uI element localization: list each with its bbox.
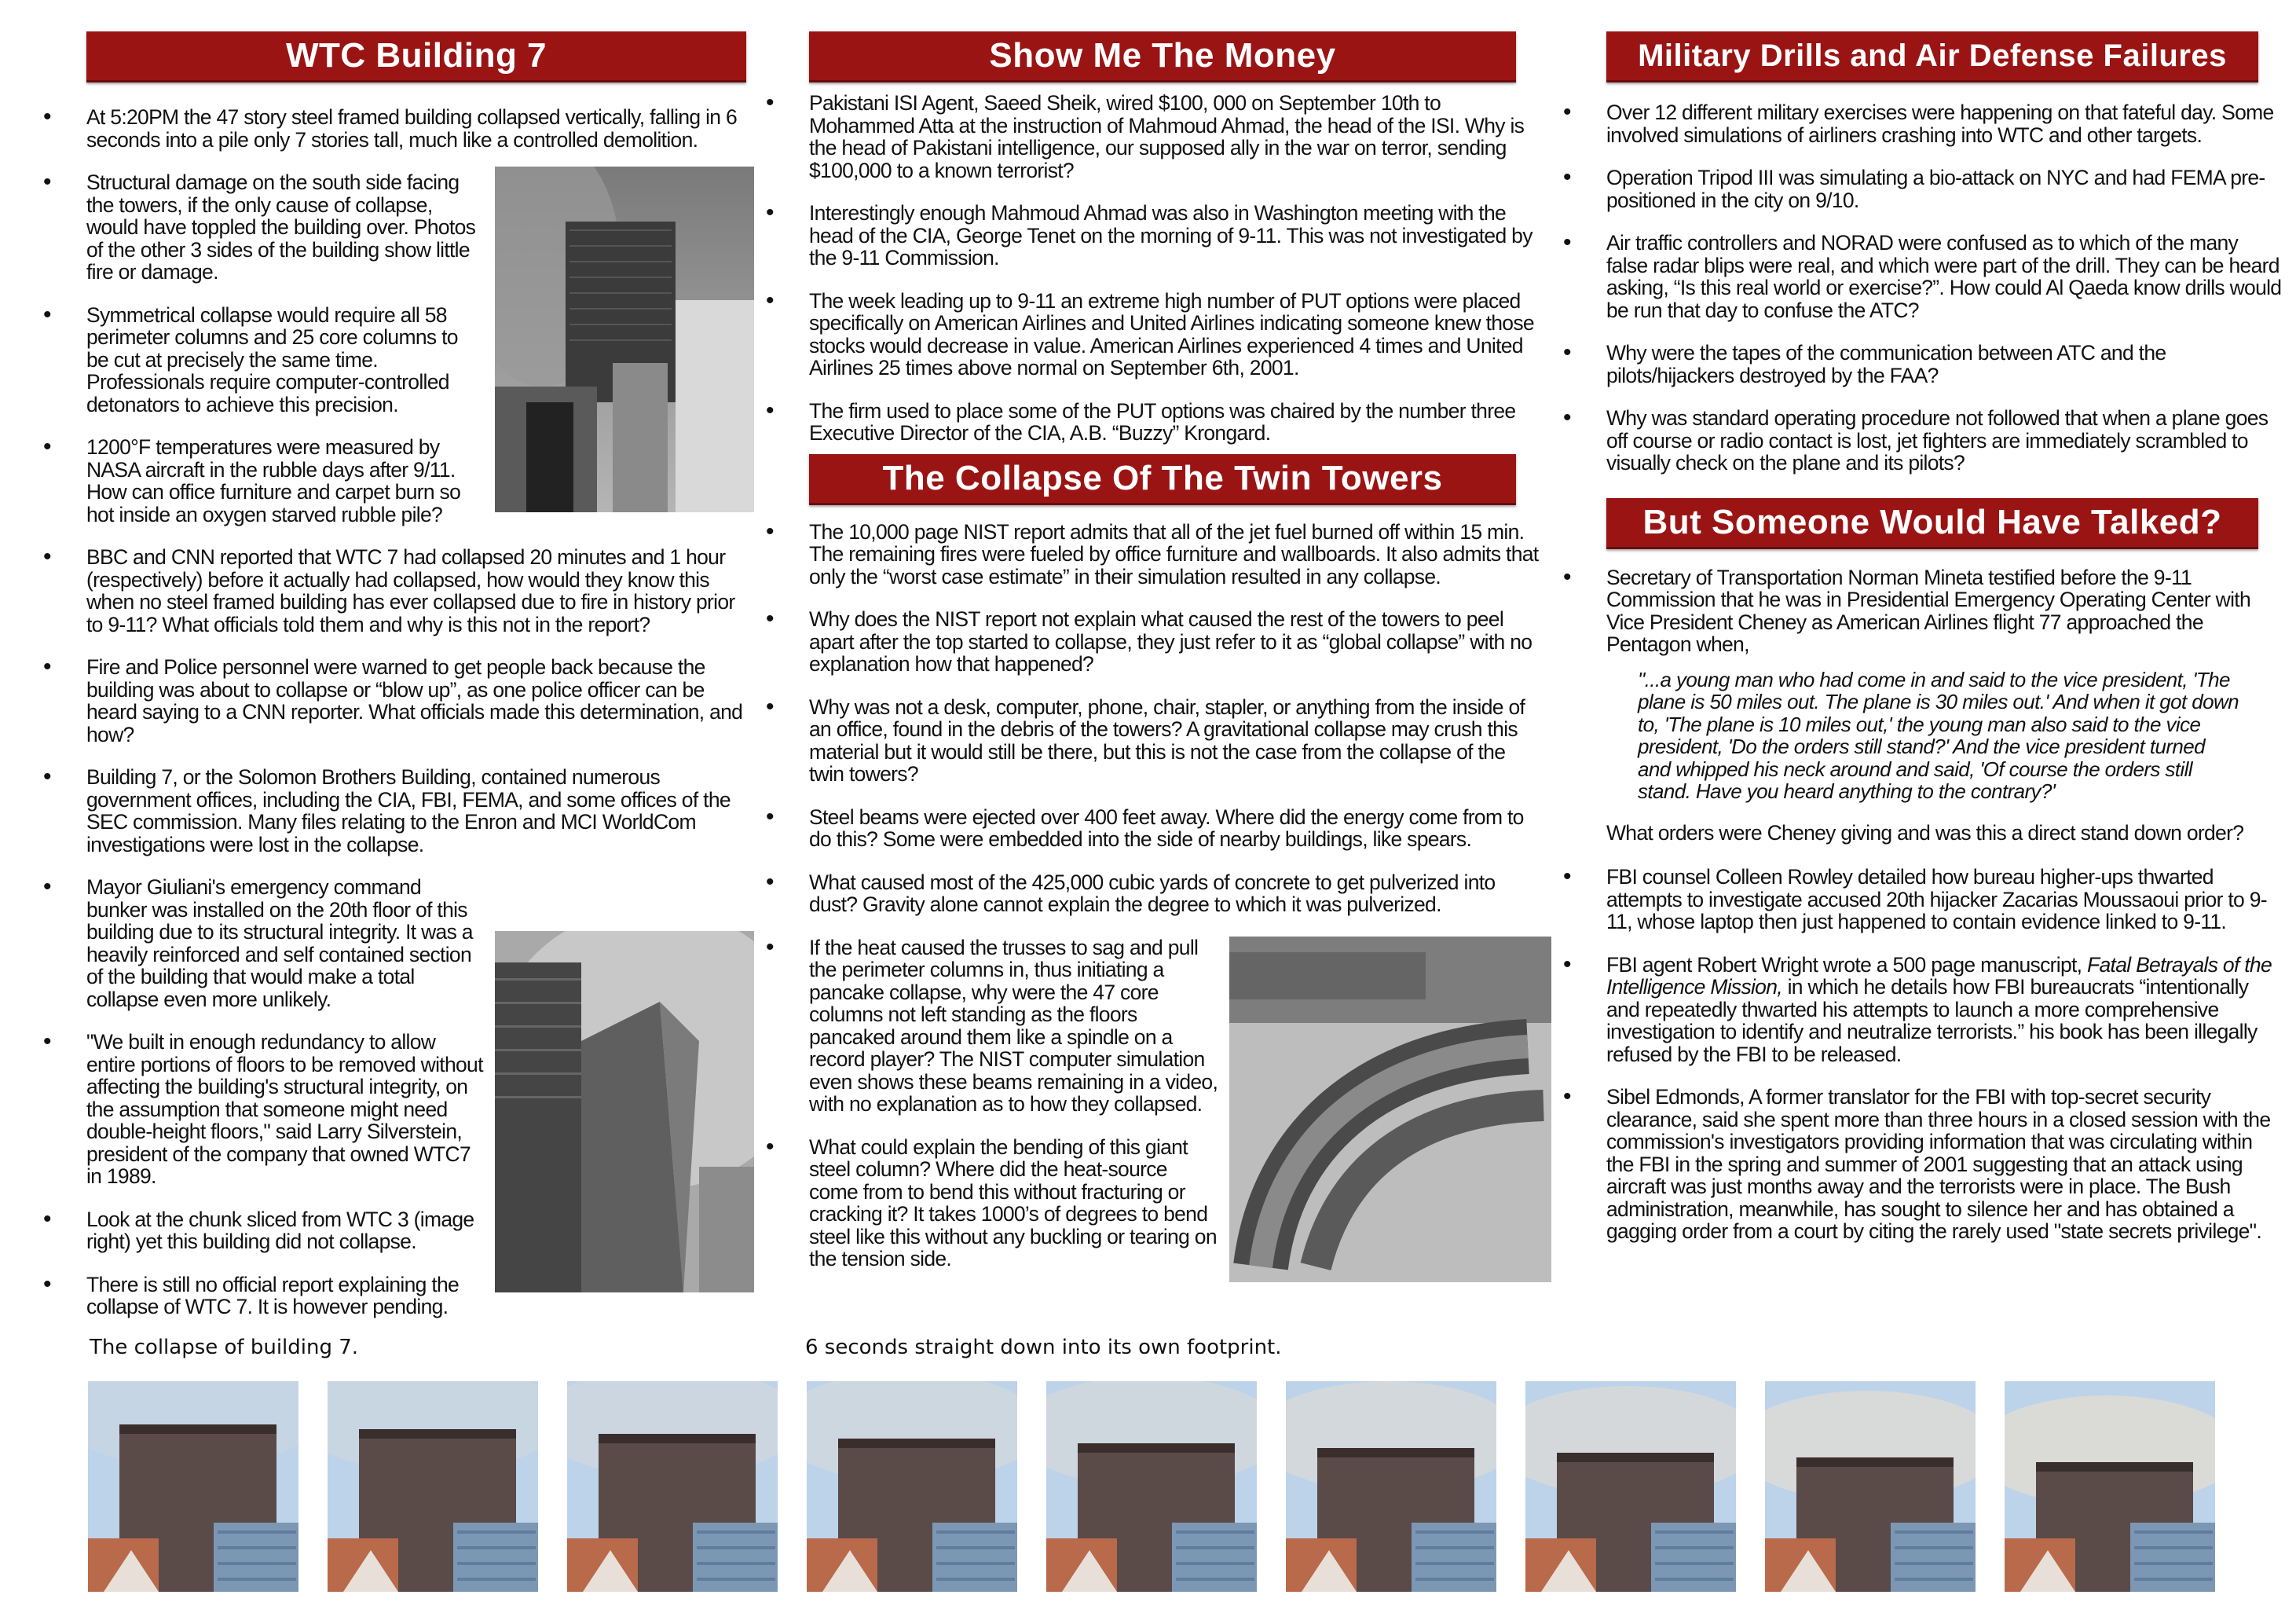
list-item: • Structural damage on the south side facing the towers, if the only cause of collapse, would have toppled the building over. Photos of the other 3 sides of the building show little fire or damage. [86, 171, 746, 284]
section-title-money: Show Me The Money [809, 31, 1516, 82]
talked-list-2 [1606, 866, 2282, 1243]
list-item: • BBC and CNN reported that WTC 7 had collapsed 20 minutes and 1 hour (respectively) before it actually had collapsed, how would they know this when no steel framed building has ever collapsed due to fire in history prior to 9-11? What officials told them and why is this not in the report? [86, 546, 746, 636]
list-item: • Symmetrical collapse would require all 58 perimeter columns and 25 core columns to be cut at precisely the same time. Professionals require computer-controlled detonators to achieve this precision. [86, 304, 746, 416]
list-item: • Operation Tripod III was simulating a bio-attack on NYC and had FEMA pre-positioned in the city on 9/10. [1606, 167, 2282, 211]
list-item: • Why was standard operating procedure not followed that when a plane goes off course or radio contact is lost, jet fighters are immediately scrambled to visually check on the plane and its pilots? [1606, 407, 2282, 475]
list-item: • Secretary of Transportation Norman Mineta testified before the 9-11 Commission that he was in Presidential Emergency Operating Center with Vice President Cheney as American Airlines flight 77 approached the Pentagon when, [1606, 566, 2282, 656]
filmstrip-frame [328, 1381, 538, 1592]
column-military-talked [1606, 31, 2282, 1263]
caption-left: The collapse of building 7. [90, 1336, 359, 1359]
talked-list [1606, 566, 2282, 656]
list-item: • At 5:20PM the 47 story steel framed building collapsed vertically, falling in 6 seconds into a pile only 7 stories tall, much like a controlled demolition. [86, 106, 746, 151]
filmstrip-frame [1765, 1381, 1976, 1592]
list-item: • Why was not a desk, computer, phone, chair, stapler, or anything from the inside of an office, found in the debris of the towers? A gravitational collapse may crush this material but it would still be there, but this is not the case from the collapse of the twin towers? [809, 696, 1540, 786]
collapse-filmstrip [88, 1381, 2225, 1592]
list-item: • Sibel Edmonds, A former translator for the FBI with top-secret security clearance, said she spent more than three hours in a closed session with the commission's investigators providing information that was circulating within the FBI in the spring and summer of 2001 suggesting that an attack using aircraft was just months away and the terrorists were in place. The Bush administration, meanwhile, has sought to silence her and has obtained a gagging order from a court by citing the rarely used "state secrets privilege". [1606, 1086, 2282, 1243]
military-list [1606, 101, 2282, 475]
section-title-towers: The Collapse Of The Twin Towers [809, 454, 1516, 505]
list-item: • The week leading up to 9-11 an extreme high number of PUT options were placed specifically on American Airlines and United Airlines indicating someone knew those stocks would decrease in value. American Airlines experienced 4 times and United Airlines 25 times above normal on September 6th, 2001. [809, 290, 1540, 379]
filmstrip-frame [2005, 1381, 2215, 1592]
section-title-talked: But Someone Would Have Talked? [1606, 498, 2258, 549]
filmstrip-frame [1286, 1381, 1496, 1592]
column-money-towers [809, 31, 1540, 1291]
list-item: • FBI agent Robert Wright wrote a 500 page manuscript, Fatal Betrayals of the Intelligence Mission, in which he details how FBI bureaucrats “intentionally and repeatedly thwarted his attempts to launch a more comprehensive investigation to identify and neutralize terrorists.” his book has been illegally refused by the FBI to be released. [1606, 954, 2282, 1066]
money-list [809, 92, 1540, 445]
mineta-quote: "...a young man who had come in and said to the vice president, 'The plane is 50 miles out. The plane is 30 miles out.' And when it got down to, 'The plane is 10 miles out,' the young man also said to the vice president, 'Do the orders still stand?' And the vice president turned and whipped his neck around and said, 'Of course the orders still stand. Have you heard anything to the contrary?' [1638, 667, 2239, 803]
list-item: • The 10,000 page NIST report admits that all of the jet fuel burned off within 15 min. The remaining fires were fueled by office furniture and wallboards. It also admits that only the “worst case estimate” in their simulation resulted in any collapse. [809, 521, 1540, 588]
list-item: • There is still no official report explaining the collapse of WTC 7. It is however pending. [86, 1274, 746, 1318]
caption-right: 6 seconds straight down into its own footprint. [805, 1336, 1282, 1359]
list-item: • FBI counsel Colleen Rowley detailed how bureau higher-ups thwarted attempts to investigate accused 20th hijacker Zacarias Moussaoui prior to 9-11, whose laptop then just happened to contain evidence linked to 9-11. [1606, 866, 2282, 933]
list-item: • Steel beams were ejected over 400 feet away. Where did the energy come from to do this? Some were embedded into the side of nearby buildings, like spears. [809, 806, 1540, 851]
list-item: • What caused most of the 425,000 cubic yards of concrete to get pulverized into dust? Gravity alone cannot explain the degree to which it was pulverized. [809, 871, 1540, 916]
list-item: • Look at the chunk sliced from WTC 3 (image right) yet this building did not collapse. [86, 1208, 746, 1253]
list-item: • 1200°F temperatures were measured by NASA aircraft in the rubble days after 9/11. How can office furniture and carpet burn so hot inside an oxygen starved rubble pile? [86, 436, 746, 526]
book-title: Fatal Betrayals of the Intelligence Mission, [1606, 952, 2272, 999]
filmstrip-frame [1046, 1381, 1257, 1592]
list-item: • What could explain the bending of this giant steel column? Where did the heat-source come from to bend this without fracturing or cracking it? It takes 1000’s of degrees to bend steel like this without any buckling or tearing on the tension side. [809, 1136, 1540, 1270]
list-item: • Over 12 different military exercises were happening on that fateful day. Some involved simulations of airliners crashing into WTC and other targets. [1606, 101, 2282, 146]
section-title-military: Military Drills and Air Defense Failures [1606, 31, 2258, 82]
list-item: • The firm used to place some of the PUT options was chaired by the number three Executive Director of the CIA, A.B. “Buzzy” Krongard. [809, 400, 1540, 445]
list-item: • Why does the NIST report not explain what caused the rest of the towers to peel apart after the top started to collapse, they just refer to it as “global collapse” with no explanation how that happened? [809, 608, 1540, 676]
filmstrip-frame [807, 1381, 1017, 1592]
filmstrip-frame [88, 1381, 298, 1592]
section-title-wtc7: WTC Building 7 [86, 31, 746, 82]
list-item: • If the heat caused the trusses to sag and pull the perimeter columns in, thus initiating a pancake collapse, why were the 47 core columns not left standing as the floors pancaked around them like a spindle on a record player? The NIST computer simulation even shows these beams remaining in a video, with no explanation as to how they collapsed. [809, 937, 1540, 1116]
cheney-question: What orders were Cheney giving and was this a direct stand down order? [1606, 820, 2244, 845]
list-item: • Fire and Police personnel were warned to get people back because the building was about to collapse or “blow up”, as one police officer can be heard saying to a CNN reporter. What officials made this determination, and how? [86, 656, 746, 746]
list-item: • Mayor Giuliani's emergency command bunker was installed on the 20th floor of this building due to its structural integrity. It was a heavily reinforced and self contained section of the building that would make a total collapse even more unlikely. [86, 876, 746, 1010]
wtc7-list [86, 106, 746, 1318]
filmstrip-frame [567, 1381, 778, 1592]
list-item: • Building 7, or the Solomon Brothers Building, contained numerous government offices, including the CIA, FBI, FEMA, and some offices of the SEC commission. Many files relating to the Enron and MCI WorldCom investigations were lost in the collapse. [86, 766, 746, 856]
list-item: • Why were the tapes of the communication between ATC and the pilots/hijackers destroyed by the FAA? [1606, 342, 2282, 387]
list-item: • Air traffic controllers and NORAD were confused as to which of the many false radar blips were real, and which were part of the drill. They can be heard asking, “Is this real world or exercise?”. How could Al Qaeda know drills would be run that day to confuse the ATC? [1606, 232, 2282, 321]
towers-list [809, 521, 1540, 1270]
list-item: • Pakistani ISI Agent, Saeed Sheik, wired $100, 000 on September 10th to Mohammed Atta at the instruction of Mahmoud Ahmad, the head of the ISI. Why is the head of Pakistani intelligence, our supposed ally in the war on terror, sending $100,000 to a known terrorist? [809, 92, 1540, 181]
filmstrip-frame [1525, 1381, 1736, 1592]
list-item: • Interestingly enough Mahmoud Ahmad was also in Washington meeting with the head of the CIA, George Tenet on the morning of 9-11. This was not investigated by the 9-11 Commission. [809, 202, 1540, 269]
column-wtc7 [86, 31, 746, 1339]
list-item: • "We built in enough redundancy to allow entire portions of floors to be removed without affecting the building's structural integrity, on the assumption that someone might need double-height floors," said Larry Silverstein, president of the company that owned WTC7 in 1989. [86, 1031, 746, 1188]
